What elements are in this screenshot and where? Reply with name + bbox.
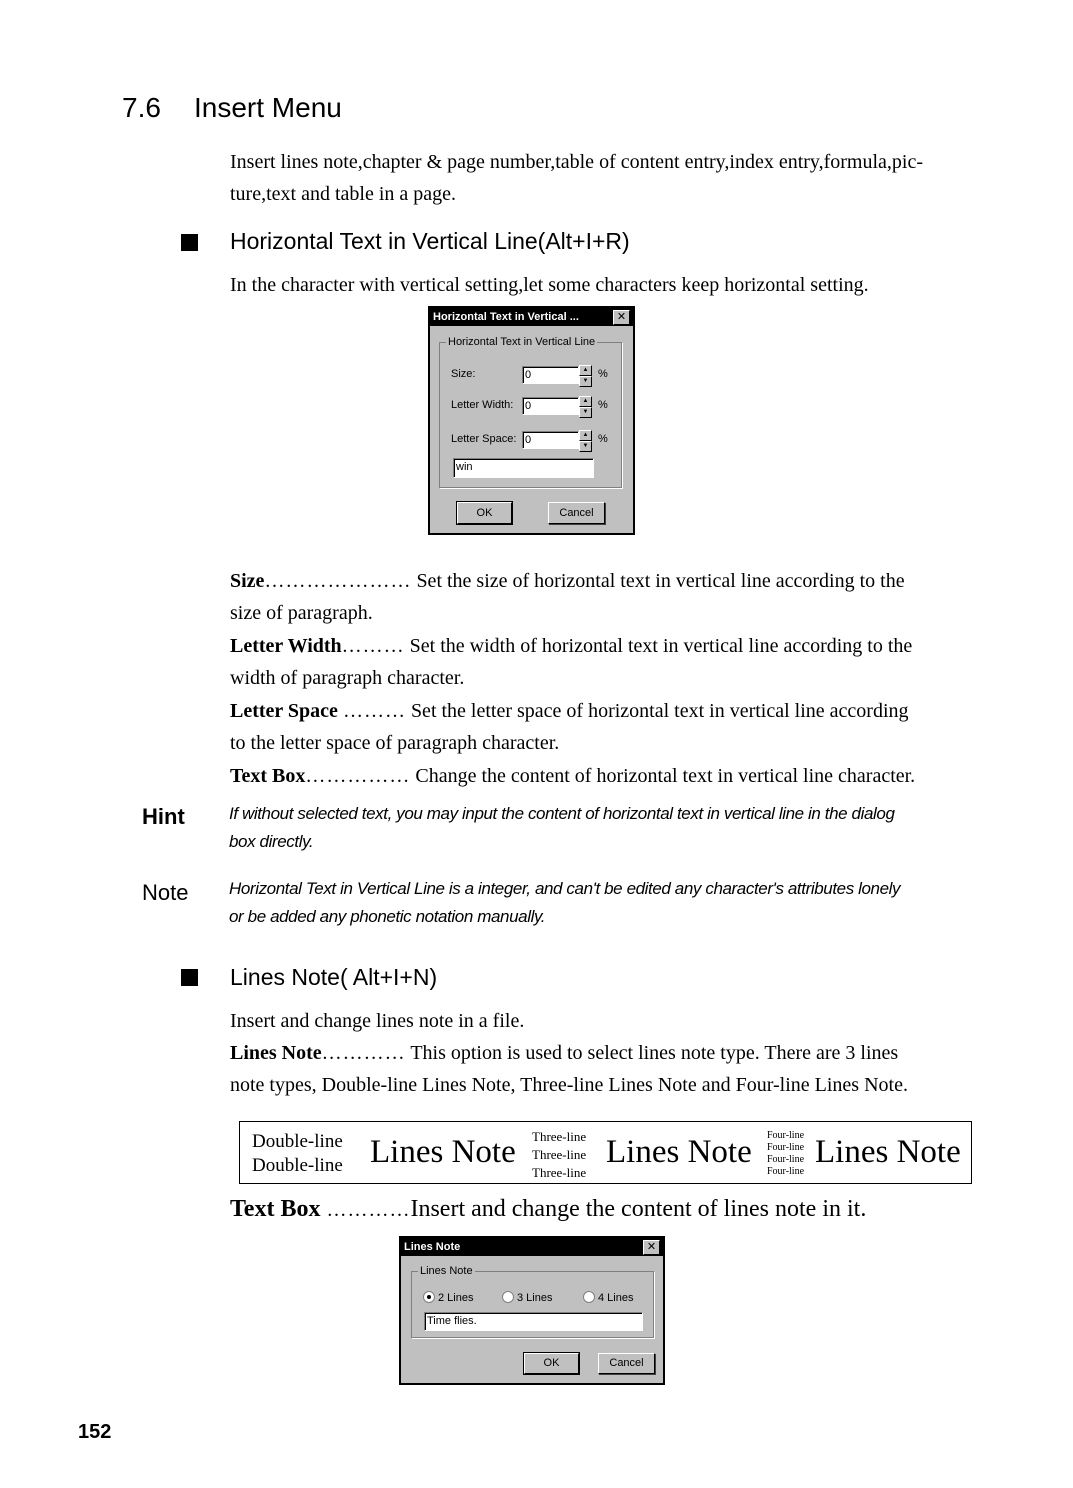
definition-cont: width of paragraph character. bbox=[230, 667, 465, 689]
radio-2-lines[interactable] bbox=[423, 1291, 473, 1304]
term: Text Box bbox=[230, 1196, 321, 1222]
size-unit: % bbox=[598, 368, 608, 380]
four-line-text: Four-line bbox=[767, 1154, 805, 1165]
lines-note-dialog bbox=[399, 1236, 665, 1385]
size-input[interactable]: 0 bbox=[522, 366, 579, 384]
definition-text: Set the size of horizontal text in vertical line according to the bbox=[416, 570, 905, 592]
dialog-titlebar bbox=[401, 1238, 663, 1256]
page-number: 152 bbox=[78, 1421, 112, 1443]
spin-down-icon[interactable]: ▼ bbox=[579, 376, 592, 387]
letter-width-unit: % bbox=[598, 399, 608, 411]
term: Text Box bbox=[230, 765, 306, 787]
cancel-button[interactable]: Cancel bbox=[548, 502, 605, 524]
lines-note-description: Insert and change lines note in a file. bbox=[230, 1010, 525, 1032]
heading-lines-note: Lines Note( Alt+I+N) bbox=[230, 964, 438, 990]
spin-down-icon[interactable]: ▼ bbox=[579, 441, 592, 452]
section-title bbox=[122, 92, 342, 124]
dialog-title: Horizontal Text in Vertical ... bbox=[433, 311, 579, 323]
bullet-square-icon bbox=[181, 969, 198, 986]
definition-text: Change the content of horizontal text in vertical line character. bbox=[415, 765, 916, 787]
definition-text: Set the letter space of horizontal text in vertical line according bbox=[410, 700, 909, 722]
section-name: Insert Menu bbox=[194, 92, 342, 123]
radio-label: 3 Lines bbox=[517, 1292, 553, 1304]
letter-width-input[interactable]: 0 bbox=[522, 397, 579, 415]
note-line-1: Horizontal Text in Vertical Line is a integer, and can't be edited any character's attributes lonely bbox=[229, 879, 901, 898]
four-line-text: Four-line bbox=[767, 1142, 805, 1153]
letter-space-unit: % bbox=[598, 433, 608, 445]
leader-dots: …………… bbox=[305, 765, 411, 787]
leader-dots: ……… bbox=[342, 700, 406, 722]
term: Letter Width bbox=[230, 635, 342, 657]
dialog-title: Lines Note bbox=[404, 1241, 461, 1253]
lines-note-body bbox=[230, 1005, 1010, 1101]
hint-label: Hint bbox=[142, 804, 185, 829]
three-line-text: Three-line bbox=[532, 1165, 587, 1180]
radio-label: 4 Lines bbox=[598, 1292, 634, 1304]
three-line-text: Three-line bbox=[532, 1147, 587, 1162]
size-spinner[interactable] bbox=[579, 365, 592, 385]
lines-note-big-text: Lines Note bbox=[606, 1134, 752, 1170]
double-line-stack bbox=[252, 1130, 343, 1178]
three-line-text: Three-line bbox=[532, 1129, 587, 1144]
lines-note-text-input[interactable]: Time flies. bbox=[424, 1312, 643, 1331]
definition-cont: to the letter space of paragraph character. bbox=[230, 732, 560, 754]
lines-note-sample bbox=[239, 1121, 972, 1184]
radio-checked-icon[interactable] bbox=[423, 1291, 435, 1303]
spin-up-icon[interactable]: ▲ bbox=[579, 430, 592, 441]
definition-lines-note bbox=[230, 1037, 1010, 1069]
intro-line-2: ture,text and table in a page. bbox=[230, 183, 457, 205]
note-label: Note bbox=[142, 880, 189, 905]
radio-3-lines[interactable] bbox=[502, 1291, 552, 1304]
letter-space-input[interactable]: 0 bbox=[522, 431, 579, 449]
four-line-stack bbox=[767, 1130, 804, 1178]
definition-text-box bbox=[230, 760, 1000, 792]
heading-horizontal-text: Horizontal Text in Vertical Line(Alt+I+R) bbox=[230, 228, 630, 254]
horizontal-text-description: In the character with vertical setting,let some characters keep horizontal setting. bbox=[230, 274, 869, 296]
note-text bbox=[229, 875, 1009, 931]
hint-text bbox=[229, 800, 1009, 856]
radio-icon[interactable] bbox=[583, 1291, 595, 1303]
bullet-square-icon bbox=[181, 234, 198, 251]
leader-dots: ………… bbox=[321, 1042, 406, 1064]
radio-icon[interactable] bbox=[502, 1291, 514, 1303]
definition-size bbox=[230, 565, 1000, 597]
letter-space-spinner[interactable] bbox=[579, 430, 592, 450]
note-line-2: or be added any phonetic notation manually. bbox=[229, 907, 546, 926]
section-number: 7.6 bbox=[122, 92, 161, 123]
term: Size bbox=[230, 570, 265, 592]
spin-down-icon[interactable]: ▼ bbox=[579, 407, 592, 418]
cancel-button[interactable]: Cancel bbox=[598, 1353, 655, 1374]
ok-button[interactable]: OK bbox=[524, 1353, 579, 1374]
radio-4-lines[interactable] bbox=[583, 1291, 633, 1304]
leader-dots: ……… bbox=[341, 635, 405, 657]
ok-button[interactable]: OK bbox=[457, 502, 512, 524]
horizontal-text-dialog bbox=[428, 306, 635, 535]
definition-text: Set the width of horizontal text in vertical line according to the bbox=[409, 635, 913, 657]
size-label: Size: bbox=[451, 368, 476, 380]
double-line-text: Double-line bbox=[252, 1155, 343, 1176]
text-box-input[interactable]: win bbox=[453, 458, 594, 478]
lines-note-big-text: Lines Note bbox=[370, 1134, 516, 1170]
definition-letter-width bbox=[230, 630, 1000, 662]
spin-up-icon[interactable]: ▲ bbox=[579, 396, 592, 407]
definition-cont: note types, Double-line Lines Note, Three-line Lines Note and Four-line Lines Note. bbox=[230, 1074, 908, 1096]
intro-line-1: Insert lines note,chapter & page number,table of content entry,index entry,formula,pic- bbox=[230, 151, 924, 173]
term: Lines Note bbox=[230, 1042, 322, 1064]
term: Letter Space bbox=[230, 700, 338, 722]
definition-text-box-lines bbox=[230, 1196, 866, 1223]
hint-line-2: box directly. bbox=[229, 832, 314, 851]
close-icon[interactable]: ✕ bbox=[643, 1240, 660, 1255]
group-label: Lines Note bbox=[420, 1265, 473, 1277]
radio-label: 2 Lines bbox=[438, 1292, 474, 1304]
four-line-text: Four-line bbox=[767, 1130, 805, 1141]
group-label: Horizontal Text in Vertical Line bbox=[448, 336, 596, 348]
lines-note-big-text: Lines Note bbox=[815, 1134, 961, 1170]
leader-dots: ………… bbox=[326, 1199, 411, 1221]
hint-line-1: If without selected text, you may input the content of horizontal text in vertical line in the dialog bbox=[229, 804, 895, 823]
intro-paragraph bbox=[230, 146, 1000, 210]
double-line-text: Double-line bbox=[252, 1131, 343, 1152]
definition-cont: size of paragraph. bbox=[230, 602, 373, 624]
letter-width-spinner[interactable] bbox=[579, 396, 592, 416]
spin-up-icon[interactable]: ▲ bbox=[579, 365, 592, 376]
four-line-text: Four-line bbox=[767, 1166, 805, 1177]
definition-text: Insert and change the content of lines note in it. bbox=[410, 1196, 867, 1222]
letter-width-label: Letter Width: bbox=[451, 399, 514, 411]
leader-dots: ………………… bbox=[264, 570, 412, 592]
close-icon[interactable]: ✕ bbox=[613, 310, 630, 325]
definition-list bbox=[230, 565, 1000, 792]
definition-text: This option is used to select lines note type. There are 3 lines bbox=[410, 1042, 899, 1064]
definition-letter-space bbox=[230, 695, 1000, 727]
letter-space-label: Letter Space: bbox=[451, 433, 517, 445]
dialog-titlebar bbox=[430, 308, 633, 326]
three-line-stack bbox=[532, 1128, 586, 1182]
